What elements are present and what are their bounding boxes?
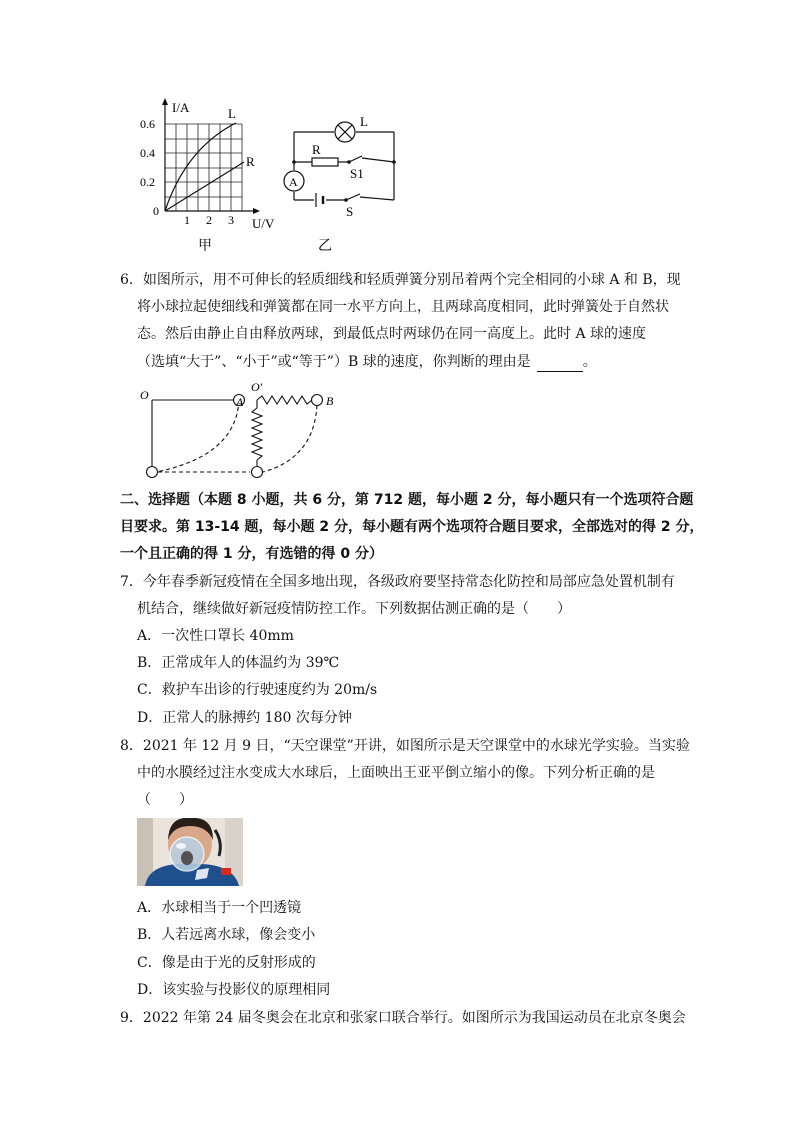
q6-line-2: 将小球拉起使细线和弹簧都在同一水平方向上，且两球高度相同，此时弹簧处于自然状 xyxy=(137,299,669,315)
q7-option-a[interactable]: A．一次性口罩长 40mm xyxy=(137,628,294,644)
q6-line-4 xyxy=(137,352,597,372)
q7-option-d[interactable]: D．正常人的脉搏约 180 次每分钟 xyxy=(137,710,352,726)
resistor-label: R xyxy=(312,142,321,157)
x-tick-3: 3 xyxy=(228,213,234,227)
ammeter-label: A xyxy=(289,175,298,189)
line-R-label: R xyxy=(246,154,255,169)
resistor-icon xyxy=(312,158,338,166)
graph-grid xyxy=(165,124,242,211)
circuit-diagram xyxy=(276,112,406,258)
y-axis-arrow xyxy=(162,98,168,105)
q8-option-b[interactable]: B．人若远离水球，像会变小 xyxy=(137,927,316,943)
q8-option-d[interactable]: D．该实验与投影仪的原理相同 xyxy=(137,982,331,998)
pendulum-spring-figure xyxy=(136,378,346,484)
switch-s-icon xyxy=(346,194,360,200)
q6-line-1: 6．如图所示，用不可伸长的轻质细线和轻质弹簧分别吊着两个完全相同的小球 A 和 B，现 xyxy=(120,272,681,288)
circuit-caption: 乙 xyxy=(318,239,332,254)
water-ball-photo xyxy=(137,818,243,886)
section2-line-2: 目要求。第 13-14 题，每小题 2 分，每小题有两个选项符合题目要求，全部选对的得 2 分， xyxy=(120,519,704,535)
switch-s1-icon xyxy=(349,156,362,162)
lamp-label: L xyxy=(360,114,368,129)
x-tick-1: 1 xyxy=(184,213,190,227)
x-axis-arrow xyxy=(253,208,260,214)
q9-line-1: 9．2022 年第 24 届冬奥会在北京和张家口联合举行。如图所示为我国运动员在北京冬奥会 xyxy=(120,1010,686,1026)
q8-option-c[interactable]: C．像是由于光的反射形成的 xyxy=(137,955,316,971)
q8-line-1: 8．2021 年 12 月 9 日，“天空课堂”开讲，如图所示是天空课堂中的水球光学实验。当实验 xyxy=(120,738,690,754)
label-o-prime: O′ xyxy=(251,380,263,394)
y-tick-0: 0 xyxy=(153,204,159,218)
q8-line-2: 中的水膜经过注水变成大水球后，上面映出王亚平倒立缩小的像。下列分析正确的是 xyxy=(137,765,655,781)
q7-option-c[interactable]: C．救护车出诊的行驶速度约为 20m/s xyxy=(137,682,378,698)
label-a: A xyxy=(236,395,244,409)
q7-line-1: 7．今年春季新冠疫情在全国多地出现，各级政府要坚持常态化防控和局部应急处置机制有 xyxy=(120,574,675,590)
section2-line-1: 二、选择题（本题 8 小题，共 6 分，第 712 题，每小题 2 分，每小题只有一个选项符合题 xyxy=(120,492,694,508)
q8-line-3: （ ） xyxy=(137,792,193,808)
x-axis-label: U/V xyxy=(252,216,275,231)
switch-s1-label: S1 xyxy=(350,166,364,181)
y-tick-0-6: 0.6 xyxy=(140,117,155,131)
x-tick-2: 2 xyxy=(206,213,212,227)
ball-b-top xyxy=(312,395,323,406)
q6-line-4-end: 。 xyxy=(582,354,597,370)
q7-option-b[interactable]: B．正常成年人的体温约为 39℃ xyxy=(137,655,340,671)
label-b: B xyxy=(326,394,334,408)
curve-L-label: L xyxy=(228,106,236,121)
line-R xyxy=(165,162,244,211)
ball-b-bottom xyxy=(252,467,263,478)
y-axis-label: I/A xyxy=(172,100,190,115)
ball-a-bottom xyxy=(147,467,158,478)
graph-caption: 甲 xyxy=(198,239,212,254)
iu-graph xyxy=(140,96,280,258)
q7-line-2: 机结合，继续做好新冠疫情防控工作。下列数据估测正确的是（ ） xyxy=(137,601,571,617)
switch-s-label: S xyxy=(346,204,354,219)
section2-line-3: 一个且正确的得 1 分，有选错的得 0 分） xyxy=(120,546,383,562)
y-tick-0-4: 0.4 xyxy=(140,146,155,160)
q6-answer-blank[interactable] xyxy=(537,357,583,372)
q6-line-3: 态。然后由静止自由释放两球，到最低点时两球仍在同一高度上。此时 A 球的速度 xyxy=(137,326,647,342)
q8-option-a[interactable]: A．水球相当于一个凹透镜 xyxy=(137,900,302,916)
label-o: O xyxy=(140,388,149,402)
q6-line-4-text: （选填“大于”、“小于”或“等于”）B 球的速度，你判断的理由是 xyxy=(137,354,531,370)
y-tick-0-2: 0.2 xyxy=(140,175,155,189)
